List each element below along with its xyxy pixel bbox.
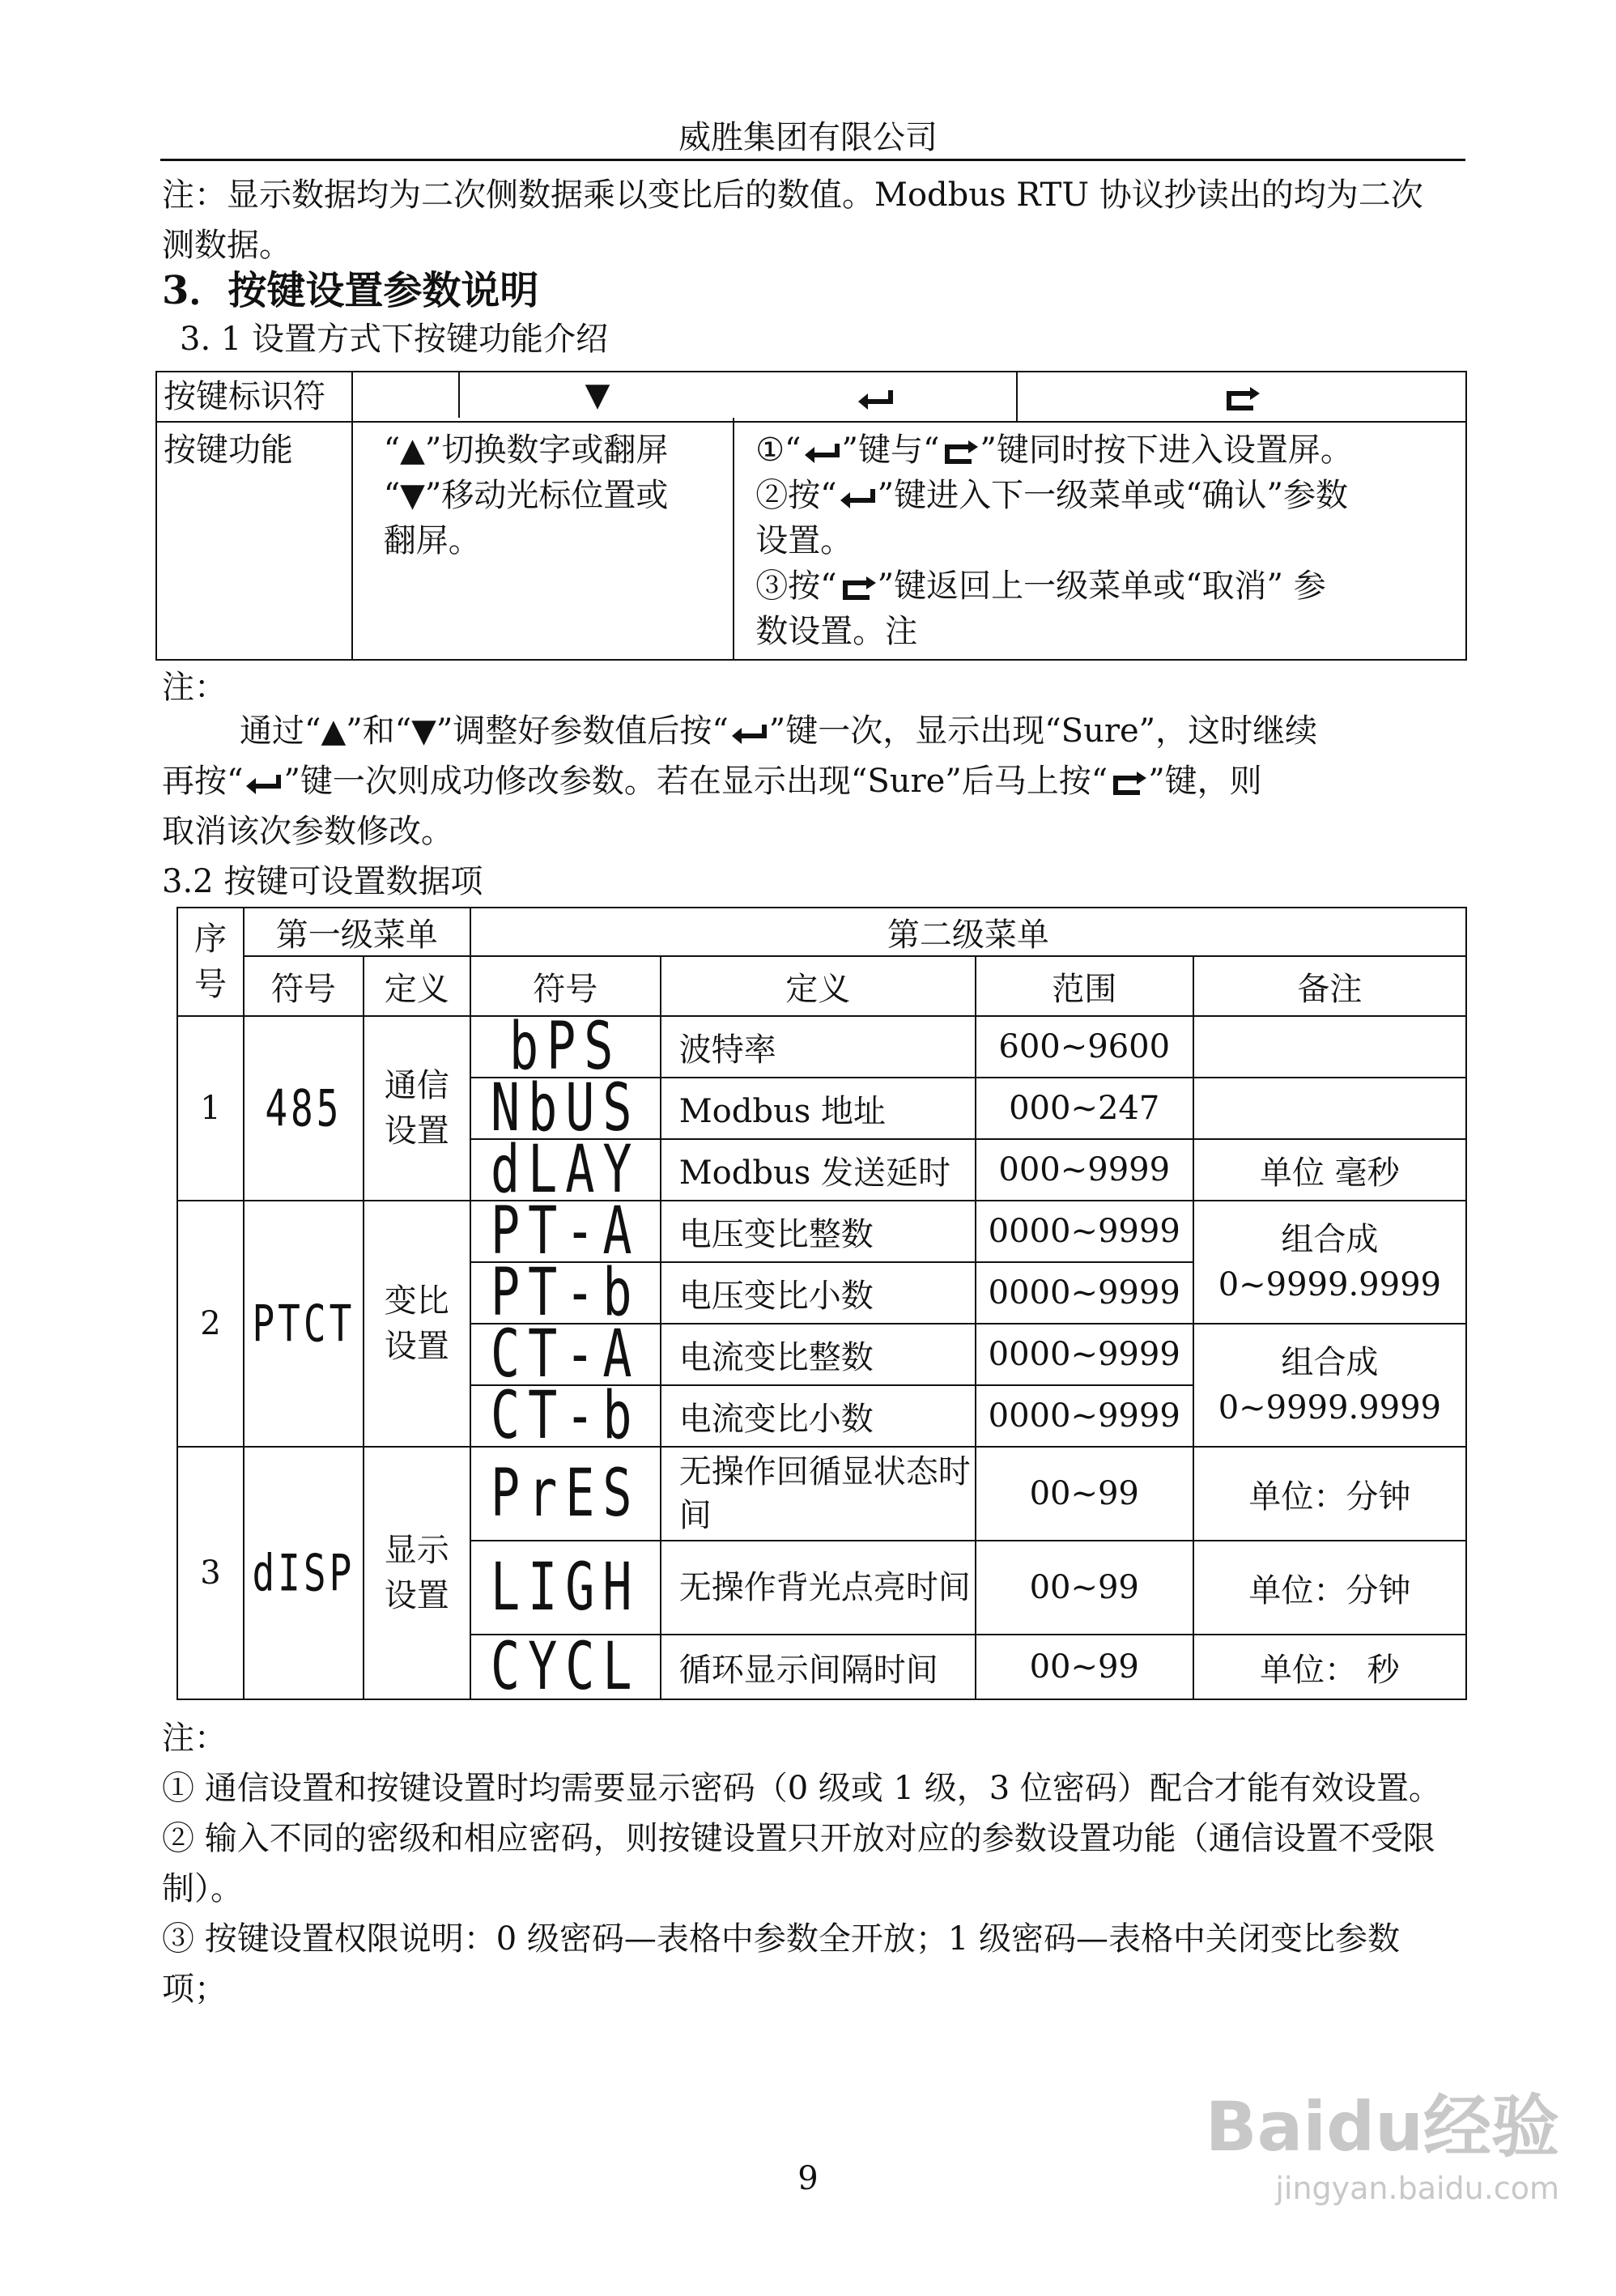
- note-label: 注：: [162, 669, 227, 706]
- intro-note: 注：显示数据均为二次侧数据乘以变比后的数值。Modbus RTU 协议抄读出的均为二次测数据。: [162, 176, 1423, 264]
- nav-key-desc: “▲”切换数字或翻屏 “▼”移动光标位置或 翻屏。: [352, 422, 734, 660]
- range-header: 范围: [976, 956, 1193, 1016]
- def-header: 定义: [364, 956, 470, 1016]
- return-key-cell: [1017, 372, 1466, 422]
- lcd-symbol: LIGH: [490, 1549, 640, 1626]
- menu1-header: 第一级菜单: [244, 908, 470, 956]
- lcd-symbol: PrES: [490, 1455, 640, 1533]
- table-row: CYCL 循环显示间隔时间 00~99 单位： 秒: [177, 1635, 1466, 1699]
- table-row: 2 PTCT 变比设置 PT-A 电压变比整数 0000~9999 组合成0~9999.9999: [177, 1201, 1466, 1262]
- sym-header: 符号: [244, 956, 364, 1016]
- table-row: CT-A 电流变比整数 0000~9999 组合成0~9999.9999: [177, 1324, 1466, 1385]
- key-function-label: 按键功能: [156, 422, 352, 660]
- enter-return-desc: ①“ ”键与“ ”键同时按下进入设置屏。 ②按“ ”键进入下一级菜单或“确认”参数 设置。 ③按“ ”键返回上一级菜单或“取消” 参 数设置。注: [734, 422, 1466, 660]
- enter-key-icon: [855, 387, 895, 411]
- lcd-symbol: CYCL: [490, 1628, 640, 1706]
- lcd-symbol: dLAY: [490, 1131, 640, 1209]
- section-title: 3．按键设置参数说明: [162, 268, 539, 313]
- enter-key-cell: [734, 372, 1017, 422]
- lcd-symbol: bPS: [509, 1008, 622, 1086]
- table-row: 1 485 通信设置 bPS 波特率 600~9600: [177, 1016, 1466, 1078]
- lcd-symbol: PTCT: [252, 1294, 355, 1354]
- key-id-label: 按键标识符: [156, 372, 352, 422]
- subsection-3-2: 3.2 按键可设置数据项: [162, 863, 483, 900]
- key-function-table: [155, 371, 1467, 661]
- lcd-symbol: PT-b: [490, 1254, 640, 1332]
- table-row: PT-b 电压变比小数 0000~9999: [177, 1262, 1466, 1324]
- return-key-icon: [1221, 387, 1261, 411]
- baidu-watermark: Baidu经验 jingyan.baidu.com: [1205, 2087, 1559, 2206]
- table-row: LIGH 无操作背光点亮时间 00~99 单位：分钟: [177, 1541, 1466, 1635]
- lcd-symbol: CT-A: [490, 1316, 640, 1393]
- sym2-header: 符号: [470, 956, 661, 1016]
- lcd-symbol: 485: [265, 1078, 342, 1138]
- table-row: 3 dISP 显示设置 PrES 无操作回循显状态时间 00~99 单位：分钟: [177, 1447, 1466, 1541]
- menu2-header: 第二级菜单: [470, 908, 1466, 956]
- company-header: 威胜集团有限公司: [678, 119, 938, 156]
- header-rule: [160, 159, 1465, 161]
- lcd-symbol: NbUS: [490, 1069, 640, 1147]
- table-row: CT-b 电流变比小数 0000~9999: [177, 1385, 1466, 1447]
- subsection-3-1: 3. 1 设置方式下按键功能介绍: [180, 321, 609, 358]
- down-key-icon: ▼: [458, 372, 735, 418]
- seq-header: 序号: [177, 908, 244, 1016]
- def2-header: 定义: [661, 956, 976, 1016]
- lcd-symbol: dISP: [252, 1543, 355, 1603]
- note-body: 通过“▲”和“▼”调整好参数值后按“ ”键一次，显示出现“Sure”，这时继续 再按“ ”键一次则成功修改参数。若在显示出现“Sure”后马上按“ ”键，则 取消该次参数修改。: [162, 712, 1318, 850]
- note-header: 备注: [1193, 956, 1466, 1016]
- table-row: dLAY Modbus 发送延时 000~9999 单位 毫秒: [177, 1139, 1466, 1201]
- page-number: 9: [797, 2160, 819, 2197]
- lcd-symbol: PT-A: [490, 1193, 640, 1270]
- table-row: NbUS Modbus 地址 000~247: [177, 1078, 1466, 1139]
- notes-section: 注： ① 通信设置和按键设置时均需要显示密码（0 级或 1 级，3 位密码）配合才能有效设置。 ② 输入不同的密级和相应密码，则按键设置只开放对应的参数设置功能（通信设置不受限制）。 ③ 按键设置权限说明：0 级密码—表格中参数全开放；1 级密码—表格中关闭变比参数项；: [162, 1720, 1441, 2008]
- settings-table: [176, 907, 1467, 1706]
- lcd-symbol: CT-b: [490, 1377, 640, 1455]
